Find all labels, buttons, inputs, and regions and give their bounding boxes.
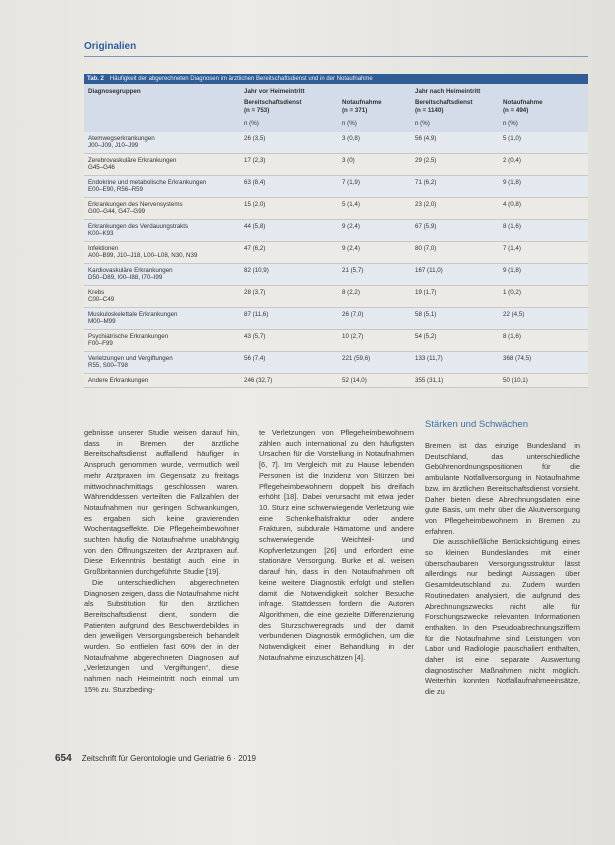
table-body <box>84 132 588 388</box>
bd-before-cell: 246 (32,7) <box>244 377 273 384</box>
icd-codes: C00–C49 <box>88 296 115 304</box>
header-na-after: Notaufnahme <box>503 99 543 106</box>
icd-codes: D50–D89, I00–I88, I70–I99 <box>88 274 163 282</box>
table-row <box>84 176 588 198</box>
icd-codes: A00–B99, J10–J18, L00–L08, N30, N39 <box>88 252 198 260</box>
diagnosis-cell <box>88 377 148 384</box>
diagnosis-name: Infektionen <box>88 245 119 252</box>
bd-before-cell: 17 (2,3) <box>244 157 266 164</box>
icd-codes: M00–M99 <box>88 318 116 326</box>
bd-after-cell: 167 (11,0) <box>415 267 443 274</box>
bd-before-cell: 87 (11,6) <box>244 311 269 318</box>
na-after-cell: 9 (1,8) <box>503 179 521 186</box>
diagnosis-cell <box>88 311 177 326</box>
bd-after-cell: 54 (5,2) <box>415 333 437 340</box>
bd-before-cell: 47 (6,2) <box>244 245 266 252</box>
na-after-cell: 368 (74,5) <box>503 355 532 362</box>
diagnoses-table <box>84 84 588 388</box>
diagnosis-cell <box>88 289 114 304</box>
bd-before-cell: 43 (5,7) <box>244 333 266 340</box>
diagnosis-name: Andere Erkrankungen <box>88 377 149 384</box>
paragraph: Die unterschiedlichen abgerechneten Diagnosen zeigen, dass die Notaufnahme nicht als Substitution für den ärztlichen Bereitschaftsdienst dient, sondern die Patienten aufgrund des Beschwerdebildes in den jeweiligen Versorgungsbereich behandelt wurden. So entfielen fast 60% der in der Notaufnahme abgerechneten Diagnosen auf „Verletzungen und Vergiftungen“, diese nahmen nach Heimeintritt noch einmal um 15% zu. Sturzbeding- <box>84 577 239 694</box>
bd-after-cell: 133 (11,7) <box>415 355 443 362</box>
diagnosis-cell <box>88 245 197 260</box>
header-unit: n (%) <box>415 120 430 127</box>
table-row <box>84 330 588 352</box>
table-row <box>84 264 588 286</box>
header-na-before-n: (n = 371) <box>342 107 368 114</box>
bd-before-cell: 28 (3,7) <box>244 289 266 296</box>
na-after-cell: 8 (1,6) <box>503 333 521 340</box>
table-row <box>84 198 588 220</box>
paragraph: gebnisse unserer Studie weisen darauf hin, dass in Bremen der ärztliche Bereitschaftsdienst auffallend häufiger in Anspruch genommen wurde, vermutlich weil mehr Arztpraxen im Gegensatz zu freitags mittwochnachmittags geschlossen waren. Währenddessen verteilten die Fallzahlen der Notaufnahmen nur geringen Schwankungen, es ergaben sich keine gravierenden Wochentagseffekte. Die Pflegeheimbewohner suchten häufig die Notaufnahme unabhängig von den Öffnungszeiten der Arztpraxen auf. Diese Erkenntnis bestätigt auch eine in Großbritannien durchgeführte Studie [19]. <box>84 428 239 577</box>
table-row <box>84 154 588 176</box>
header-bd-before: Bereitschaftsdienst <box>244 99 302 106</box>
header-year-after: Jahr nach Heimeintritt <box>415 88 481 95</box>
na-before-cell: 9 (2,4) <box>342 223 360 230</box>
bd-after-cell: 71 (6,2) <box>415 179 437 186</box>
diagnosis-cell <box>88 223 188 238</box>
header-unit: n (%) <box>503 120 518 127</box>
bd-after-cell: 80 (7,0) <box>415 245 437 252</box>
table-row <box>84 132 588 154</box>
diagnosis-name: Erkrankungen des Nervensystems <box>88 201 183 208</box>
paragraph: Die ausschließliche Berücksichtigung eines so kleinen Bundeslandes mit einer überschaubaren Versorgungsstruktur lässt allerdings nur bedingt Aussagen über Gesamtdeutschland zu. Zudem wurden Routinedaten analysiert, die aufgrund des Abrechnungszwecks nicht alle für Forschungszwecke relevanten Informationen enthalten. In den Pseudoabrechnungsziffern für die Notaufnahme sind Leistungen von Labor und Radiologie pauschaliert enthalten, daher ist eine separate Auswertung diagnostischer Maßnahmen nicht möglich. Weiterhin konnten Notfallaufnahmeeinsätze, die zu <box>425 537 580 697</box>
na-before-cell: 8 (2,2) <box>342 289 360 296</box>
icd-codes: J00–J09, J10–J99 <box>88 142 139 150</box>
na-before-cell: 3 (0) <box>342 157 355 164</box>
table-row <box>84 308 588 330</box>
table-row <box>84 286 588 308</box>
header-unit: n (%) <box>342 120 357 127</box>
header-bd-after-n: (n = 1140) <box>415 107 444 114</box>
na-before-cell: 52 (14,0) <box>342 377 367 384</box>
table-row <box>84 374 588 388</box>
diagnosis-cell <box>88 135 155 150</box>
icd-codes: G00–G44, G47–G99 <box>88 208 146 216</box>
diagnosis-name: Muskuloskelettale Erkrankungen <box>88 311 178 318</box>
na-before-cell: 10 (2,7) <box>342 333 364 340</box>
header-year-before: Jahr vor Heimeintritt <box>244 88 305 95</box>
header-bd-before-n: (n = 753) <box>244 107 270 114</box>
na-before-cell: 21 (5,7) <box>342 267 364 274</box>
header-na-after-n: (n = 494) <box>503 107 529 114</box>
diagnosis-name: Verletzungen und Vergiftungen <box>88 355 173 362</box>
bd-before-cell: 56 (7,4) <box>244 355 266 362</box>
na-after-cell: 22 (4,5) <box>503 311 525 318</box>
icd-codes: F00–F99 <box>88 340 113 348</box>
diagnosis-name: Erkrankungen des Verdauungstrakts <box>88 223 189 230</box>
header-diagnosis-groups: Diagnosegruppen <box>88 88 141 95</box>
table-caption: Häufigkeit der abgerechneten Diagnosen im ärztlichen Bereitschaftsdienst und in der Notaufnahme <box>109 76 373 82</box>
bd-before-cell: 63 (8,4) <box>244 179 266 186</box>
paragraph: Bremen ist das einzige Bundesland in Deutschland, das unterschiedliche Gebührenordnungspositionen für die ambulante Notfallversorgung in Notaufnahme bzw. im ärztlichen Bereitschaftsdienst vorsieht. Daher bieten diese Abrechnungsdaten eine gute Basis, um mehr über die Akutversorgung von Pflegeheimbewohnern in Bremen zu erfahren. <box>425 441 580 536</box>
na-before-cell: 7 (1,9) <box>342 179 360 186</box>
diagnosis-name: Psychiatrische Erkrankungen <box>88 333 169 340</box>
header-unit: n (%) <box>244 120 259 127</box>
paragraph: te Verletzungen von Pflegeheimbewohnern zählen auch international zu den häufigsten Ursachen für die Vorstellung in Notaufnahmen [6, 7]. Im Vergleich mit zu Hause lebenden Personen ist die Inzidenz von Stürzen bei Pflegeheimbewohnern doppelt bis dreifach erhöht [18]. Dabei verursacht mit etwa jeder 10. Sturz eine schwerwiegende Verletzung wie eine Schenkelhalsfraktur oder andere Frakturen, subdurale Hämatome und andere schwerwiegende Weichteil- und Kopfverletzungen [26] und erfordert eine stationäre Versorgung. Burke et al. weisen darauf hin, dass in den Notaufnahmen oft keine weitere Diagnostik erfolgt und stellen damit die Notwendigkeit solcher Besuche infrage. Stattdessen fordern die Autoren Algorithmen, die eine gezielte Differenzierung des Sturzschweregrads und der damit verbundenen Diagnostik ermöglichen, um die Notwendigkeit einer Behandlung in der Notaufnahme einzuschätzen [4]. <box>259 428 414 662</box>
table-caption-bar <box>84 74 588 84</box>
bd-before-cell: 15 (2,0) <box>244 201 266 208</box>
table-row <box>84 242 588 264</box>
na-after-cell: 9 (1,8) <box>503 267 521 274</box>
diagnosis-cell <box>88 333 168 348</box>
subsection-heading: Stärken und Schwächen <box>425 419 528 430</box>
diagnosis-cell <box>88 201 183 216</box>
header-bd-after: Bereitschaftsdienst <box>415 99 473 106</box>
diagnosis-name: Kardiovaskuläre Erkrankungen <box>88 267 173 274</box>
diagnosis-name: Zerebrovaskuläre Erkrankungen <box>88 157 177 164</box>
na-after-cell: 5 (1,0) <box>503 135 521 142</box>
bd-after-cell: 58 (5,1) <box>415 311 437 318</box>
diagnosis-name: Atemwegserkrankungen <box>88 135 155 142</box>
diagnosis-name: Krebs <box>88 289 105 296</box>
bd-after-cell: 355 (31,1) <box>415 377 444 384</box>
diagnosis-cell <box>88 179 206 194</box>
na-after-cell: 1 (0,2) <box>503 289 521 296</box>
section-divider <box>84 56 588 57</box>
icd-codes: E00–E90, R56–R59 <box>88 186 144 194</box>
text-column-1 <box>84 428 239 696</box>
icd-codes: K00–K93 <box>88 230 114 238</box>
na-after-cell: 2 (0,4) <box>503 157 521 164</box>
diagnosis-name: Endokrine und metabolische Erkrankungen <box>88 179 207 186</box>
text-column-3 <box>425 419 580 698</box>
table-header <box>84 84 588 132</box>
bd-before-cell: 44 (5,8) <box>244 223 266 230</box>
bd-after-cell: 29 (2,5) <box>415 157 437 164</box>
icd-codes: G45–G46 <box>88 164 115 172</box>
header-na-before: Notaufnahme <box>342 99 382 106</box>
na-after-cell: 8 (1,6) <box>503 223 521 230</box>
diagnosis-cell <box>88 355 173 370</box>
na-after-cell: 4 (0,8) <box>503 201 521 208</box>
bd-after-cell: 67 (5,9) <box>415 223 437 230</box>
bd-after-cell: 19 (1,7) <box>415 289 437 296</box>
article-body <box>84 419 588 748</box>
na-before-cell: 221 (59,6) <box>342 355 371 362</box>
table-number: Tab. 2 <box>87 76 104 82</box>
bd-before-cell: 82 (10,9) <box>244 267 269 274</box>
bd-after-cell: 23 (2,0) <box>415 201 437 208</box>
page-footer <box>55 753 256 764</box>
bd-before-cell: 26 (3,5) <box>244 135 266 142</box>
na-after-cell: 50 (10,1) <box>503 377 528 384</box>
icd-codes: R55, S00–T98 <box>88 362 128 370</box>
page-number: 654 <box>55 753 72 764</box>
journal-citation: Zeitschrift für Gerontologie und Geriatrie 6 · 2019 <box>81 754 256 763</box>
table-row <box>84 352 588 374</box>
text-column-2 <box>259 428 414 663</box>
na-before-cell: 9 (2,4) <box>342 245 360 252</box>
na-before-cell: 3 (0,8) <box>342 135 360 142</box>
table-row <box>84 220 588 242</box>
section-label: Originalien <box>84 41 137 52</box>
diagnosis-cell <box>88 267 173 282</box>
na-after-cell: 7 (1,4) <box>503 245 521 252</box>
bd-after-cell: 56 (4,9) <box>415 135 437 142</box>
diagnosis-cell <box>88 157 176 172</box>
na-before-cell: 26 (7,0) <box>342 311 364 318</box>
na-before-cell: 5 (1,4) <box>342 201 360 208</box>
